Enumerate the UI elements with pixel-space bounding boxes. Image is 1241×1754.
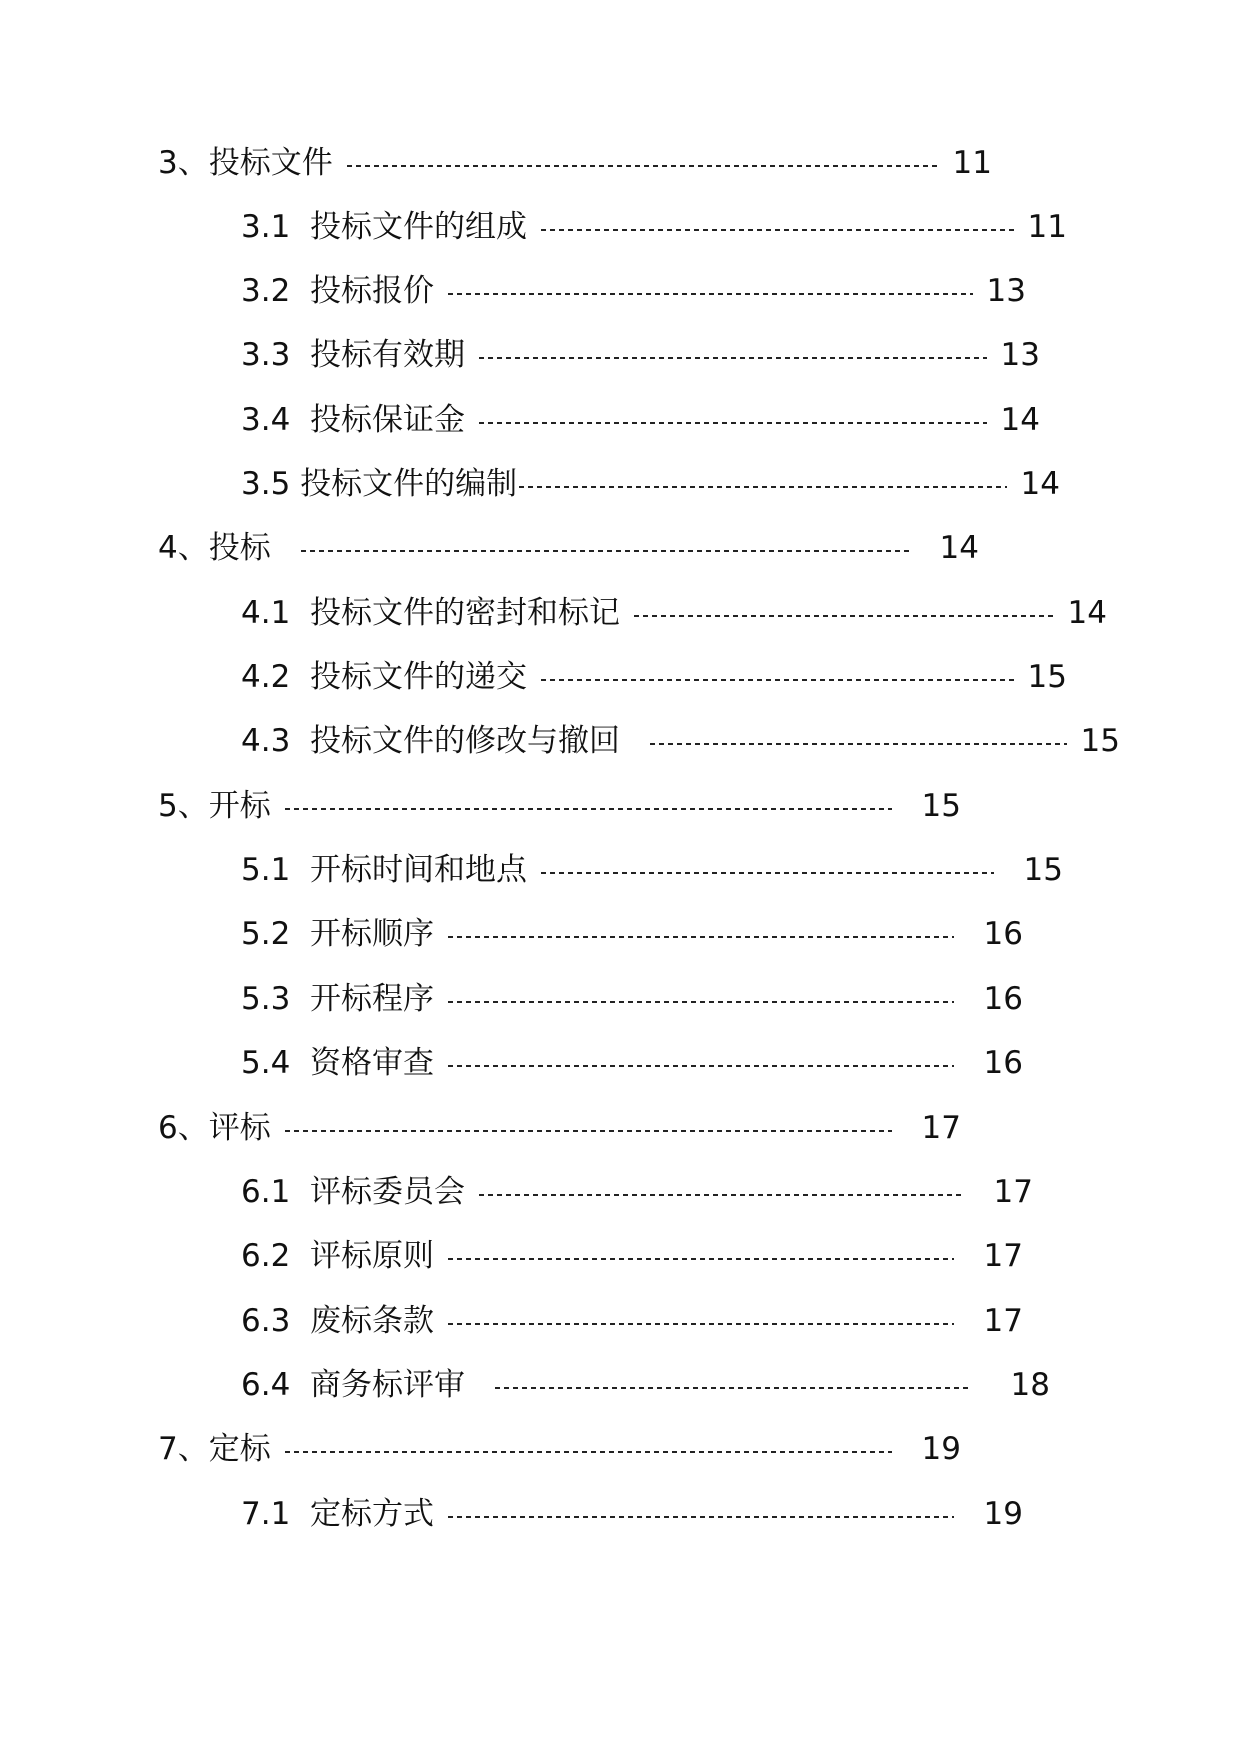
toc-entry-label: 5.4 资格审查 — [241, 1045, 435, 1081]
toc-line-4[interactable] — [158, 526, 979, 570]
toc-entry-page: 13 — [986, 273, 1026, 309]
toc-entry-page: 16 — [983, 916, 1023, 952]
toc-entry-label: 6.3 废标条款 — [241, 1303, 435, 1339]
toc-entry-page: 17 — [983, 1303, 1023, 1339]
toc-line-4-1[interactable] — [241, 591, 1107, 635]
toc-entry-page: 17 — [983, 1238, 1023, 1274]
toc-line-6-1[interactable] — [241, 1170, 1033, 1214]
toc-entry-label: 4.2 投标文件的递交 — [241, 659, 528, 695]
toc-entry-label: 5.1 开标时间和地点 — [241, 852, 528, 888]
dot-leader — [541, 679, 1014, 681]
dot-leader — [285, 1451, 892, 1453]
toc-entry-label: 3、投标文件 — [158, 145, 333, 181]
toc-entry-page: 13 — [1000, 337, 1040, 373]
toc-entry-label: 6.4 商务标评审 — [241, 1367, 466, 1403]
dot-leader — [448, 1065, 954, 1067]
toc-line-3-2[interactable] — [241, 269, 1026, 313]
toc-entry-page: 14 — [1067, 595, 1107, 631]
dot-leader — [285, 1130, 892, 1132]
dot-leader — [448, 1516, 954, 1518]
toc-entry-label: 3.5 投标文件的编制 — [241, 466, 518, 502]
toc-entry-label: 4.1 投标文件的密封和标记 — [241, 595, 621, 631]
toc-entry-label: 4.3 投标文件的修改与撤回 — [241, 723, 621, 759]
toc-line-5-3[interactable] — [241, 977, 1023, 1021]
dot-leader — [448, 936, 954, 938]
toc-entry-page: 15 — [921, 788, 961, 824]
toc-line-3[interactable] — [158, 141, 992, 185]
dot-leader — [479, 357, 987, 359]
toc-entry-page: 14 — [1000, 402, 1040, 438]
toc-entry-page: 11 — [952, 145, 992, 181]
toc-entry-label: 7、定标 — [158, 1431, 271, 1467]
toc-entry-label: 6、评标 — [158, 1110, 271, 1146]
dot-leader — [448, 1001, 954, 1003]
toc-line-6-2[interactable] — [241, 1234, 1023, 1278]
toc-line-5[interactable] — [158, 784, 961, 828]
dot-leader — [479, 1194, 964, 1196]
toc-entry-label: 3.3 投标有效期 — [241, 337, 466, 373]
dot-leader — [285, 808, 892, 810]
toc-entry-page: 19 — [983, 1496, 1023, 1532]
toc-line-3-5[interactable] — [241, 462, 1060, 506]
dot-leader — [347, 165, 939, 167]
toc-line-5-4[interactable] — [241, 1041, 1023, 1085]
toc-entry-label: 5、开标 — [158, 788, 271, 824]
toc-entry-label: 3.2 投标报价 — [241, 273, 435, 309]
dot-leader — [448, 293, 973, 295]
dot-leader — [479, 422, 987, 424]
dot-leader — [519, 486, 1006, 488]
toc-entry-page: 17 — [993, 1174, 1033, 1210]
dot-leader — [541, 872, 994, 874]
toc-line-3-4[interactable] — [241, 398, 1040, 442]
dot-leader — [541, 229, 1014, 231]
dot-leader — [301, 550, 910, 552]
toc-line-3-1[interactable] — [241, 205, 1067, 249]
toc-entry-label: 4、投标 — [158, 530, 271, 566]
toc-line-5-2[interactable] — [241, 912, 1023, 956]
dot-leader — [495, 1387, 971, 1389]
toc-entry-label: 3.1 投标文件的组成 — [241, 209, 528, 245]
toc-entry-page: 14 — [1020, 466, 1060, 502]
toc-line-6-4[interactable] — [241, 1363, 1050, 1407]
toc-line-7[interactable] — [158, 1427, 961, 1471]
toc-entry-page: 15 — [1023, 852, 1063, 888]
dot-leader — [650, 743, 1067, 745]
toc-line-5-1[interactable] — [241, 848, 1063, 892]
toc-entry-page: 17 — [921, 1110, 961, 1146]
toc-entry-label: 6.1 评标委员会 — [241, 1174, 466, 1210]
toc-entry-page: 16 — [983, 1045, 1023, 1081]
toc-entry-label: 5.3 开标程序 — [241, 981, 435, 1017]
toc-line-4-2[interactable] — [241, 655, 1067, 699]
dot-leader — [448, 1323, 954, 1325]
toc-entry-page: 11 — [1027, 209, 1067, 245]
dot-leader — [448, 1258, 954, 1260]
toc-line-3-3[interactable] — [241, 333, 1040, 377]
toc-entry-page: 15 — [1027, 659, 1067, 695]
toc-entry-page: 18 — [1010, 1367, 1050, 1403]
toc-entry-label: 7.1 定标方式 — [241, 1496, 435, 1532]
toc-entry-label: 6.2 评标原则 — [241, 1238, 435, 1274]
toc-entry-page: 14 — [939, 530, 979, 566]
toc-entry-page: 19 — [921, 1431, 961, 1467]
toc-line-7-1[interactable] — [241, 1492, 1023, 1536]
toc-line-6[interactable] — [158, 1106, 961, 1150]
toc-entry-page: 15 — [1080, 723, 1120, 759]
toc-entry-page: 16 — [983, 981, 1023, 1017]
dot-leader — [634, 615, 1054, 617]
toc-entry-label: 5.2 开标顺序 — [241, 916, 435, 952]
toc-line-6-3[interactable] — [241, 1299, 1023, 1343]
toc-line-4-3[interactable] — [241, 719, 1120, 763]
toc-entry-label: 3.4 投标保证金 — [241, 402, 466, 438]
